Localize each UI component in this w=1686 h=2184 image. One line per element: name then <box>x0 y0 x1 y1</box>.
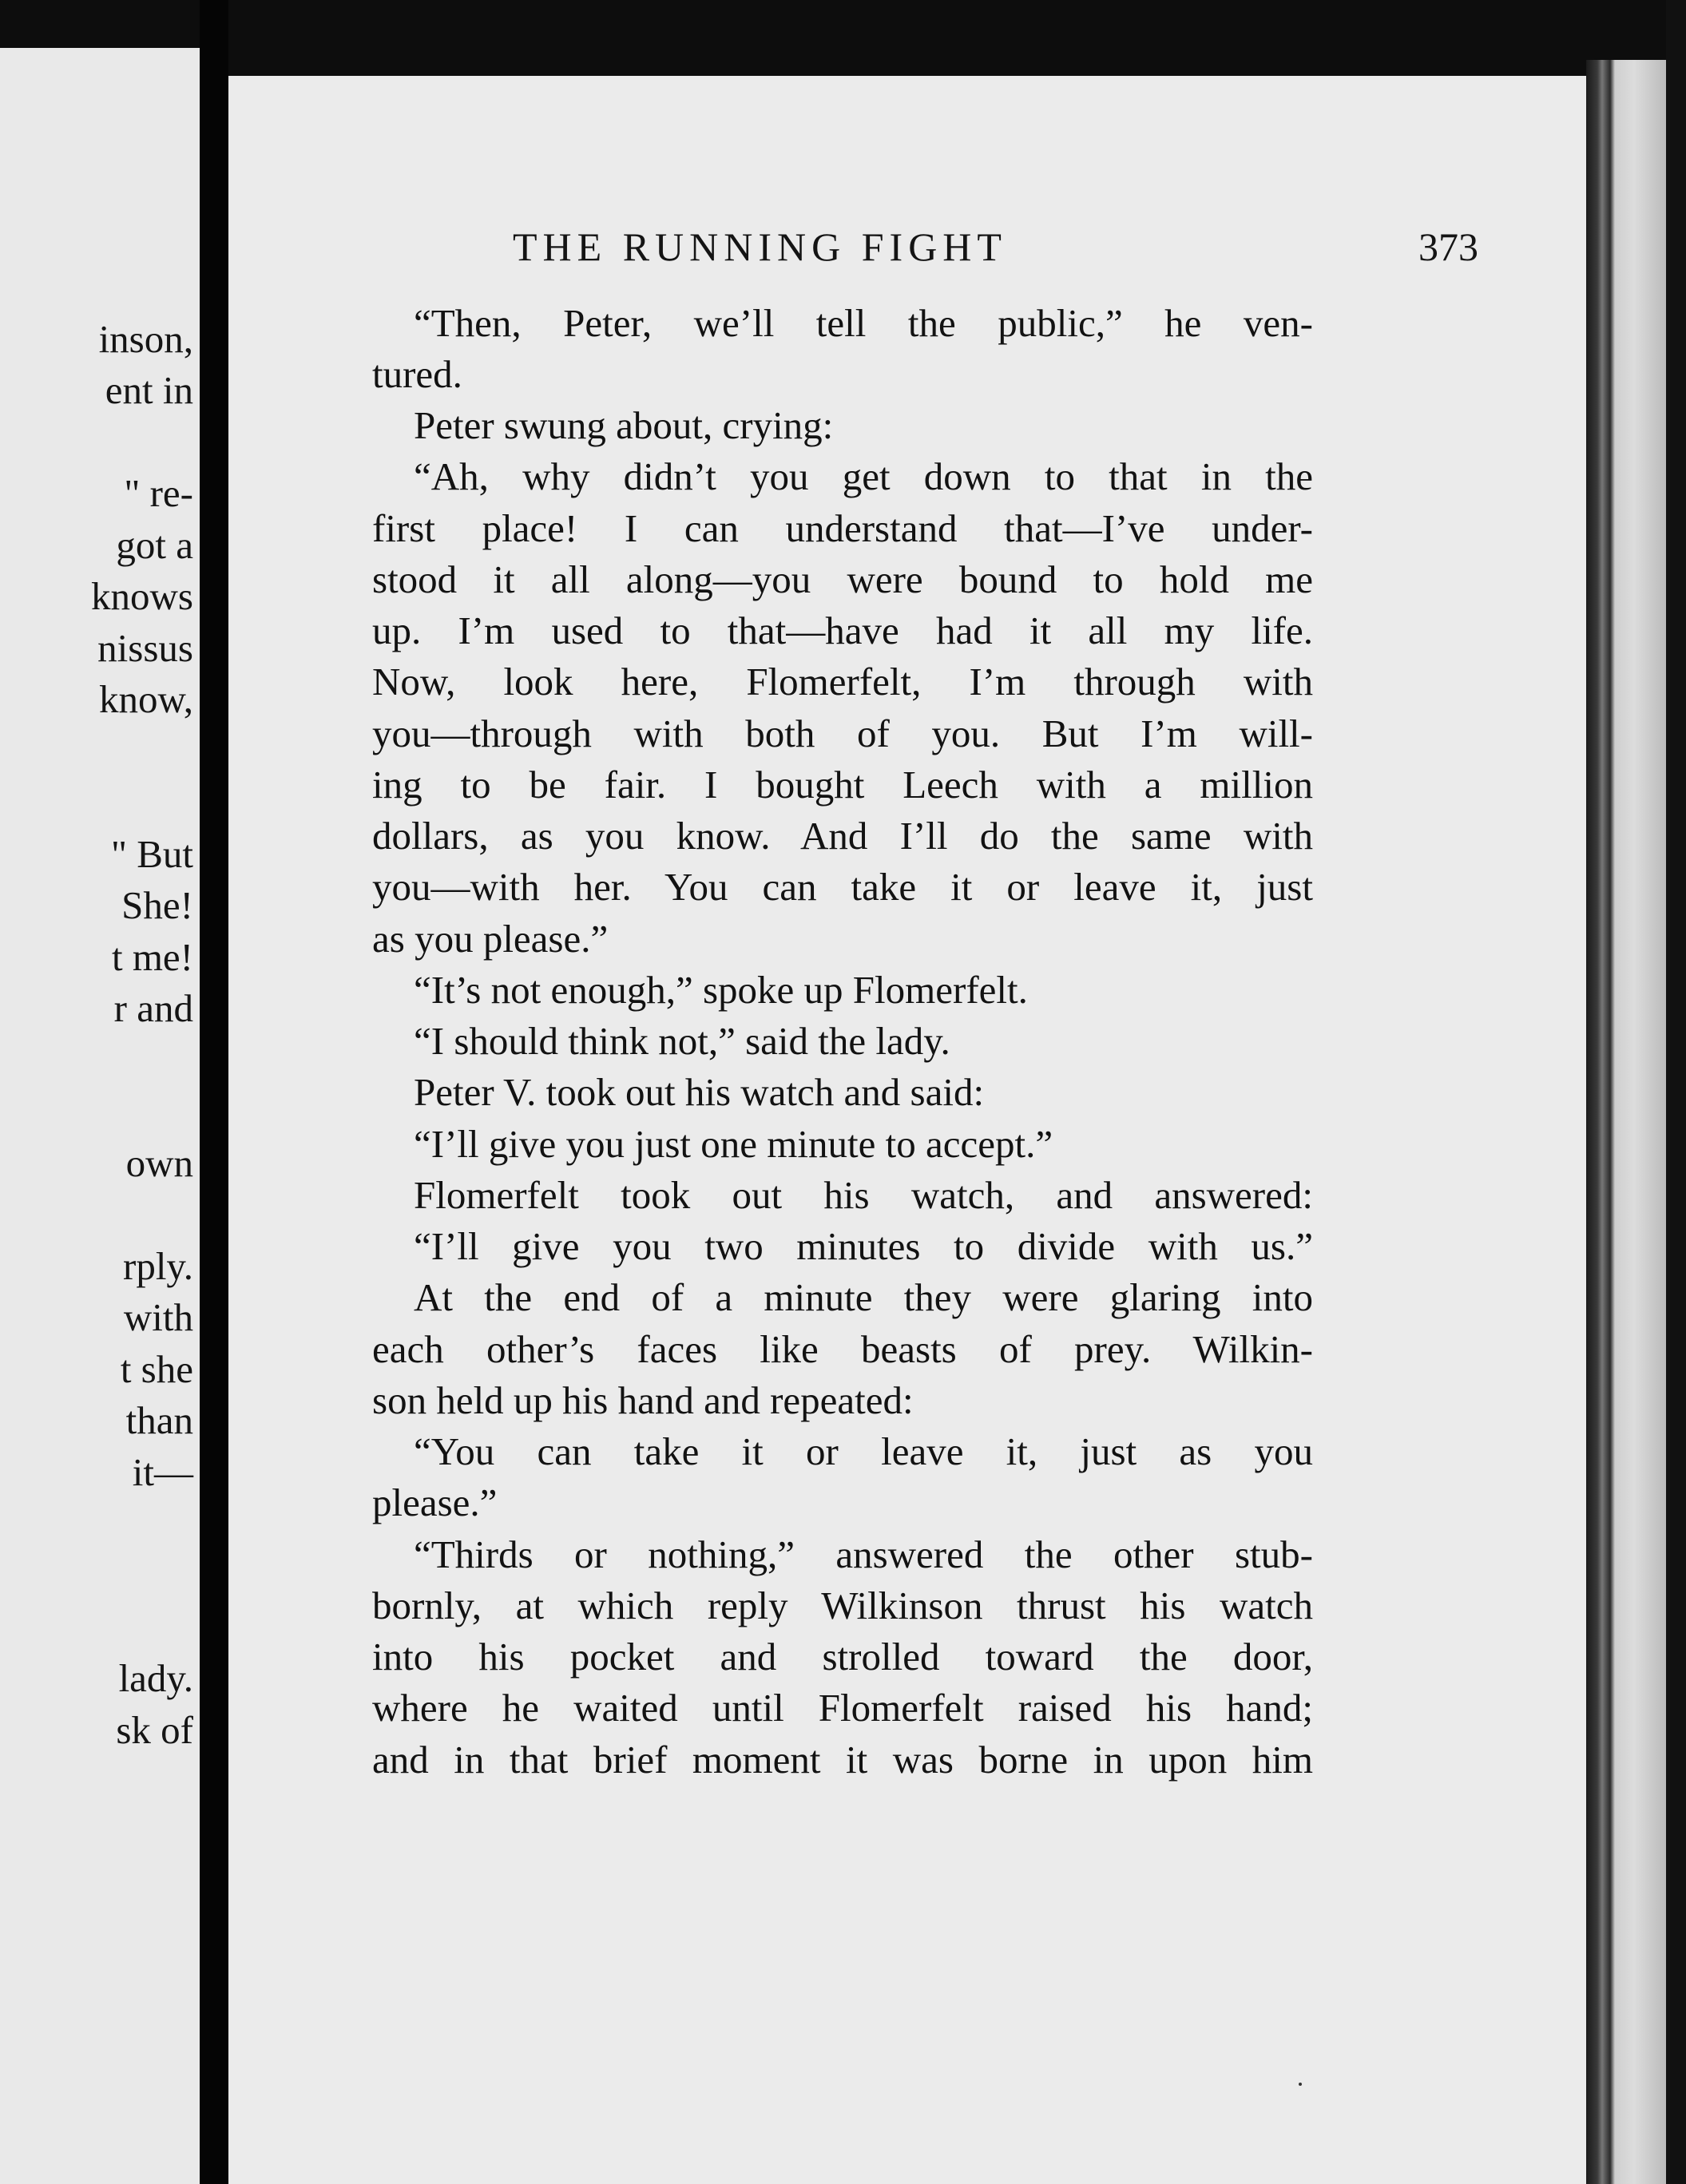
body-line: “Ah, why didn’t you get down to that in the <box>414 454 1313 498</box>
body-line: son held up his hand and repeated: <box>372 1378 914 1422</box>
facing-page-line: She! <box>121 883 193 927</box>
body-line: dollars, as you know. And I’ll do the same with <box>372 814 1313 858</box>
facing-page-line: rply. <box>123 1244 193 1288</box>
body-line: into his pocket and strolled toward the door, <box>372 1635 1313 1679</box>
facing-page-line: nissus <box>97 626 193 670</box>
book-page <box>228 76 1586 2184</box>
body-line: “Thirds or nothing,” answered the other stub- <box>414 1532 1313 1576</box>
body-line: Peter V. took out his watch and said: <box>414 1070 985 1114</box>
facing-page-line: " But <box>110 832 193 876</box>
facing-page-line: lady. <box>118 1656 193 1700</box>
facing-page-line: ent in <box>105 368 193 412</box>
body-line: Now, look here, Flomerfelt, I’m through with <box>372 660 1313 704</box>
body-line: first place! I can understand that—I’ve under- <box>372 506 1313 550</box>
facing-page-line: sk of <box>116 1708 193 1752</box>
facing-page-line: with <box>123 1295 193 1339</box>
scan-border <box>1666 0 1686 2184</box>
body-line: “You can take it or leave it, just as you <box>414 1429 1313 1473</box>
facing-page-line: inson, <box>98 317 193 361</box>
body-line: “I should think not,” said the lady. <box>414 1019 950 1063</box>
body-line: ing to be fair. I bought Leech with a million <box>372 763 1313 807</box>
body-line: tured. <box>372 352 462 396</box>
body-line: Flomerfelt took out his watch, and answered: <box>414 1173 1313 1217</box>
facing-page-line: know, <box>99 677 193 721</box>
body-line: stood it all along—you were bound to hold me <box>372 557 1313 601</box>
facing-page <box>0 48 200 2184</box>
body-line: each other’s faces like beasts of prey. Wilkin- <box>372 1327 1313 1371</box>
book-gutter <box>200 0 228 2184</box>
body-line: as you please.” <box>372 917 609 961</box>
body-line: bornly, at which reply Wilkinson thrust his watch <box>372 1583 1313 1627</box>
facing-page-line: r and <box>113 986 193 1030</box>
running-head-title: THE RUNNING FIGHT <box>513 224 1007 269</box>
body-line: please.” <box>372 1480 498 1524</box>
page-number: 373 <box>1418 224 1478 269</box>
facing-page-line: " re- <box>124 471 193 515</box>
body-line: At the end of a minute they were glaring into <box>414 1275 1313 1319</box>
body-line: you—through with both of you. But I’m will- <box>372 711 1313 755</box>
facing-page-line: than <box>125 1398 193 1442</box>
paper-speck <box>1299 2083 1302 2086</box>
body-line: “I’ll give you just one minute to accept.” <box>414 1122 1053 1166</box>
body-line: where he waited until Flomerfelt raised his hand; <box>372 1686 1313 1730</box>
body-line: Peter swung about, crying: <box>414 403 834 447</box>
facing-page-line: knows <box>91 574 193 618</box>
body-line: and in that brief moment it was borne in upon him <box>372 1738 1313 1782</box>
facing-page-line: it— <box>132 1450 193 1494</box>
facing-page-line: got a <box>116 523 193 567</box>
facing-page-line: t me! <box>111 935 193 979</box>
page-edge <box>1586 60 1666 2184</box>
body-line: you—with her. You can take it or leave it, just <box>372 865 1313 909</box>
body-line: up. I’m used to that—have had it all my life. <box>372 608 1313 652</box>
facing-page-line: own <box>125 1141 193 1185</box>
body-line: “I’ll give you two minutes to divide with us.” <box>414 1224 1313 1268</box>
body-line: “It’s not enough,” spoke up Flomerfelt. <box>414 968 1028 1012</box>
body-line: “Then, Peter, we’ll tell the public,” he ven- <box>414 301 1313 345</box>
facing-page-line: t she <box>120 1347 193 1391</box>
